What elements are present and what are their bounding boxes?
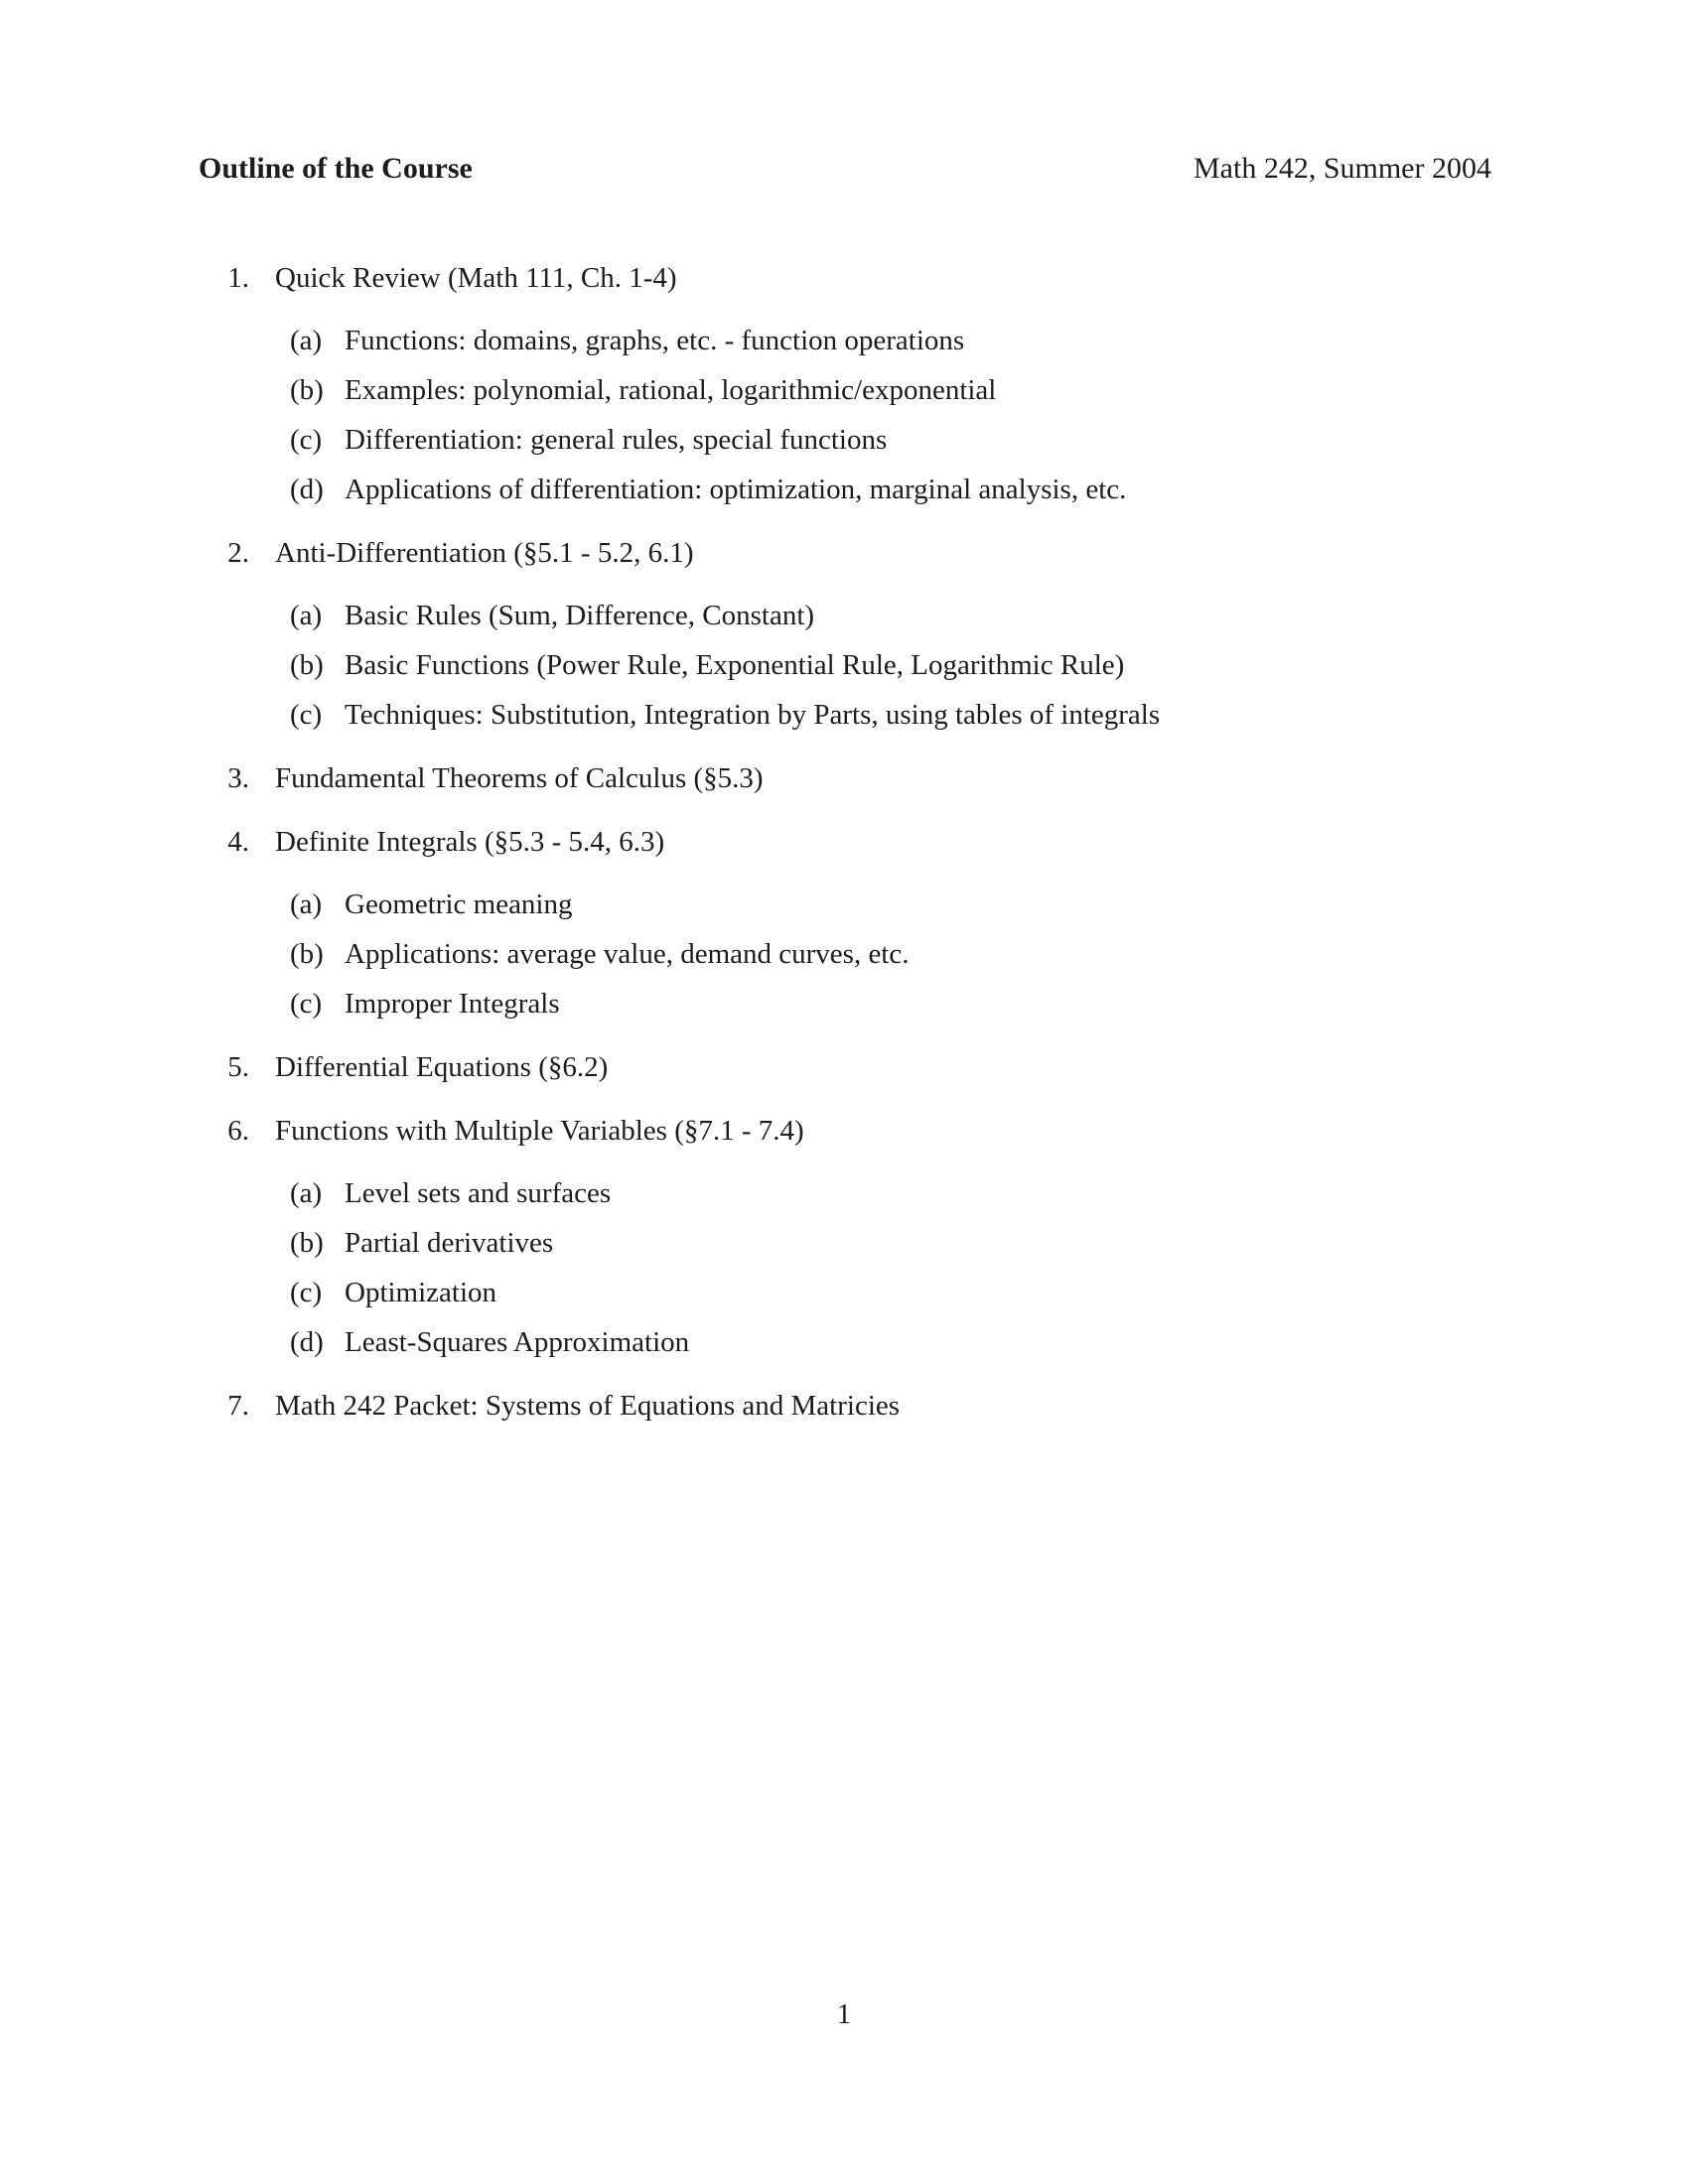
- outline-subitem-list: [199, 591, 1491, 740]
- outline-subitem-label: (a): [290, 600, 323, 631]
- outline-subitem-list: [199, 880, 1491, 1028]
- outline-subitem-list: [199, 1168, 1491, 1367]
- outline-item-text: Math 242 Packet: Systems of Equations and Matricies: [275, 1390, 901, 1422]
- outline-subitem-text: Level sets and surfaces: [345, 1177, 612, 1209]
- outline-item: [199, 1042, 1491, 1092]
- outline-subitem-label: (b): [290, 374, 324, 406]
- outline-item-number: 7.: [227, 1390, 249, 1422]
- outline-subitem-label: (b): [290, 938, 324, 970]
- outline-subitem-text: Geometric meaning: [345, 888, 573, 920]
- outline-subitem-text: Optimization: [345, 1277, 497, 1308]
- document-header: [199, 150, 1491, 188]
- outline-item-number: 2.: [227, 537, 249, 569]
- outline-item-text: Differential Equations (§6.2): [275, 1051, 609, 1083]
- outline-subitem: [290, 316, 1491, 365]
- outline-subitem-text: Techniques: Substitution, Integration by Parts, using tables of integrals: [345, 699, 1161, 731]
- outline-item-text: Fundamental Theorems of Calculus (§5.3): [275, 762, 764, 794]
- outline-subitem-text: Partial derivatives: [345, 1227, 554, 1259]
- outline-subitem: [290, 690, 1491, 740]
- outline-item-text: Anti-Differentiation (§5.1 - 5.2, 6.1): [275, 537, 694, 569]
- outline-subitem-text: Applications of differentiation: optimization, marginal analysis, etc.: [345, 474, 1127, 505]
- outline-item: [199, 1381, 1491, 1431]
- outline-item-head: [199, 528, 1491, 578]
- outline-subitem-text: Basic Rules (Sum, Difference, Constant): [345, 600, 815, 631]
- outline-subitem-text: Basic Functions (Power Rule, Exponential Rule, Logarithmic Rule): [345, 649, 1125, 681]
- outline-subitem-label: (c): [290, 1277, 323, 1308]
- outline-item: [199, 253, 1491, 514]
- outline-subitem-label: (c): [290, 699, 323, 731]
- outline-subitem-text: Differentiation: general rules, special functions: [345, 424, 888, 456]
- outline-item-head: [199, 1106, 1491, 1156]
- outline-subitem-text: Examples: polynomial, rational, logarithmic/exponential: [345, 374, 997, 406]
- outline-subitem-text: Improper Integrals: [345, 988, 560, 1020]
- outline-subitem: [290, 465, 1491, 514]
- outline-item-head: [199, 253, 1491, 303]
- outline-subitem-text: Functions: domains, graphs, etc. - function operations: [345, 325, 965, 356]
- outline-item: [199, 817, 1491, 1028]
- outline-subitem: [290, 1268, 1491, 1317]
- outline-item-text: Quick Review (Math 111, Ch. 1-4): [275, 262, 677, 294]
- outline-subitem-text: Least-Squares Approximation: [345, 1326, 690, 1358]
- outline-item-number: 3.: [227, 762, 249, 794]
- document-title: Outline of the Course: [199, 152, 473, 185]
- outline-subitem-label: (a): [290, 888, 323, 920]
- outline-item-head: [199, 753, 1491, 803]
- outline-subitem: [290, 591, 1491, 640]
- outline-subitem-label: (c): [290, 988, 323, 1020]
- outline-subitem: [290, 1168, 1491, 1218]
- outline-subitem-label: (a): [290, 1177, 323, 1209]
- outline-item-number: 6.: [227, 1115, 249, 1147]
- outline-subitem-text: Applications: average value, demand curves, etc.: [345, 938, 910, 970]
- outline-item: [199, 528, 1491, 740]
- outline-subitem-label: (b): [290, 1227, 324, 1259]
- outline-item-number: 5.: [227, 1051, 249, 1083]
- outline-subitem-label: (b): [290, 649, 324, 681]
- outline-item-head: [199, 1042, 1491, 1092]
- outline-subitem-list: [199, 316, 1491, 514]
- outline-subitem: [290, 880, 1491, 929]
- outline-item-number: 1.: [227, 262, 249, 294]
- outline-item-text: Definite Integrals (§5.3 - 5.4, 6.3): [275, 826, 665, 858]
- page-number: 1: [836, 1998, 852, 2030]
- outline-item: [199, 753, 1491, 803]
- outline-subitem-label: (c): [290, 424, 323, 456]
- outline-subitem-label: (d): [290, 1326, 324, 1358]
- outline-item-head: [199, 817, 1491, 867]
- course-outline-list: [199, 253, 1491, 1444]
- outline-subitem: [290, 929, 1491, 979]
- outline-subitem: [290, 1317, 1491, 1367]
- outline-subitem: [290, 979, 1491, 1028]
- outline-item-text: Functions with Multiple Variables (§7.1 - 7.4): [275, 1115, 804, 1147]
- outline-subitem-label: (a): [290, 325, 323, 356]
- outline-item: [199, 1106, 1491, 1367]
- outline-subitem: [290, 640, 1491, 690]
- outline-item-number: 4.: [227, 826, 249, 858]
- course-info: Math 242, Summer 2004: [1194, 152, 1491, 185]
- outline-subitem-label: (d): [290, 474, 324, 505]
- outline-subitem: [290, 415, 1491, 465]
- outline-subitem: [290, 1218, 1491, 1268]
- outline-subitem: [290, 365, 1491, 415]
- outline-item-head: [199, 1381, 1491, 1431]
